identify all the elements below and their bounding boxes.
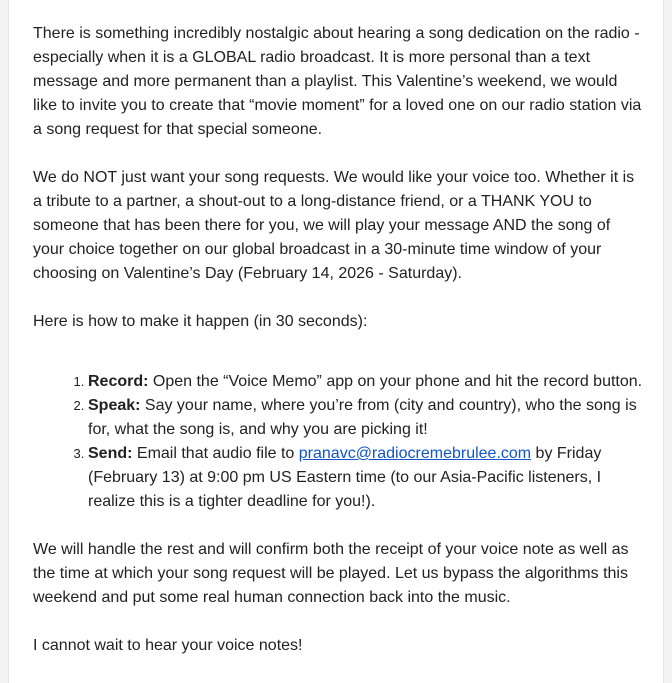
- step-speak: [88, 394, 645, 442]
- email-message: [33, 22, 645, 682]
- step-label: Send:: [88, 445, 133, 462]
- step-text: Say your name, where you’re from (city and country), who the song is for, what the song is, and why you are picking it!: [88, 397, 637, 438]
- step-record: [88, 370, 645, 394]
- request-paragraph: We do NOT just want your song requests. We would like your voice too. Whether it is a tribute to a partner, a shout-out to a long-distance friend, or a THANK YOU to someone that has been there for you, we will play your message AND the song of your choice together on our global broadcast in a 30-minute time window of your choosing on Valentine’s Day (February 14, 2026 - Saturday).: [33, 169, 635, 282]
- steps-list: [33, 370, 645, 514]
- signoff-paragraph: I cannot wait to hear your voice notes!: [33, 637, 303, 654]
- email-body-panel: [8, 0, 664, 683]
- step-text: by Friday (February 13) at 9:00 pm US Eastern time (to our Asia-Pacific listeners, I realize this is a tighter deadline for you!).: [88, 445, 602, 510]
- email-link[interactable]: pranavc@radiocremebrulee.com: [298, 445, 532, 462]
- step-text: Email that audio file to: [132, 445, 299, 462]
- step-text: Open the “Voice Memo” app on your phone and hit the record button.: [148, 373, 643, 390]
- spacer: [33, 334, 645, 346]
- intro-paragraph: There is something incredibly nostalgic about hearing a song dedication on the radio - especially when it is a GLOBAL radio broadcast. It is more personal than a text message and more permanent than a playlist. This Valentine’s weekend, we would like to invite you to create that “movie moment” for a loved one on our radio station via a song request for that special someone.: [33, 25, 642, 138]
- step-label: Record:: [88, 373, 149, 390]
- how-to-paragraph: Here is how to make it happen (in 30 seconds):: [33, 313, 368, 330]
- closing-paragraph: We will handle the rest and will confirm both the receipt of your voice note as well as the time at which your song request will be played. Let us bypass the algorithms this weekend and put some real human connection back into the music.: [33, 541, 629, 606]
- step-label: Speak:: [88, 397, 141, 414]
- step-send: [88, 442, 645, 514]
